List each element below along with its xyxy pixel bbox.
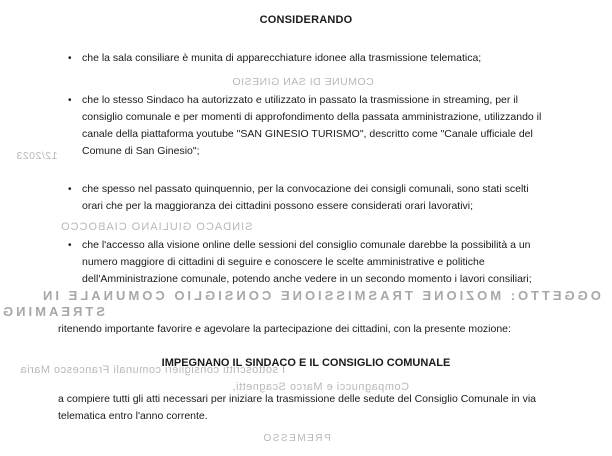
bleed-text-premesso: PREMESSO [262,433,331,444]
bleed-text-compagnucci: Compagnucci e Marco Scagnetti, [232,381,410,393]
bleed-text-date: 12/2023 [16,150,58,162]
bullet-item [68,237,552,288]
bullet-item [68,181,552,215]
section-heading: CONSIDERANDO [259,14,353,26]
commitment-title: IMPEGNANO IL SINDACO E IL CONSIGLIO COMUNALE [161,357,451,369]
bleed-text-oggetto: OGGETTO: MOZIONE TRASMISSIONE CONSIGLIO COMUNALE IN [40,288,601,303]
commitment-text: a compiere tutti gli atti necessari per iniziare la trasmissione delle sedute del Consiglio Comunale in via telematica entro l'anno corrente. [58,393,536,422]
bleed-text-comune: COMUNE DI SAN GINESIO [232,76,374,88]
bullet-icon: • [68,53,72,64]
bleed-text-sottoscritti: I sottoscritti consiglieri comunali Francesco Maria [20,364,286,376]
bullet-item [68,50,552,67]
bullet-icon: • [68,95,72,106]
bleed-text-streaming: STREAMING [0,304,105,319]
motion-intro: ritenendo importante favorire e agevolare la partecipazione dei cittadini, con la presente mozione: [58,323,511,335]
bullet-icon: • [68,240,72,251]
bullet-item [68,92,552,160]
bullet-text: che lo stesso Sindaco ha autorizzato e utilizzato in passato la trasmissione in streaming, per il consiglio comunale e per momenti di approfondimento della passata amministrazione, utilizzando il canale della piattaforma youtube "SAN GINESIO TURISMO", descritto come "Canale ufficiale del Comune di San Ginesio"; [82,94,542,157]
bullet-text: che l'accesso alla visione online delle sessioni del consiglio comunale darebbe la possibilità a un numero maggiore di cittadini di seguire e conoscere le scelte amministrative e politiche dell'Amministrazione comunale, potendo anche vedere in un secondo momento i lavori consiliari; [82,239,532,285]
bullet-text: che spesso nel passato quinquennio, per la convocazione dei consigli comunali, sono stati scelti orari che per la maggioranza dei cittadini possono essere considerati orari lavorativi; [82,183,529,212]
bullet-icon: • [68,184,72,195]
bleed-text-sindaco: SINDACO GIULIANO CIABOCCO [60,221,253,233]
bullet-text: che la sala consiliare è munita di apparecchiature idonee alla trasmissione telematica; [82,52,482,64]
